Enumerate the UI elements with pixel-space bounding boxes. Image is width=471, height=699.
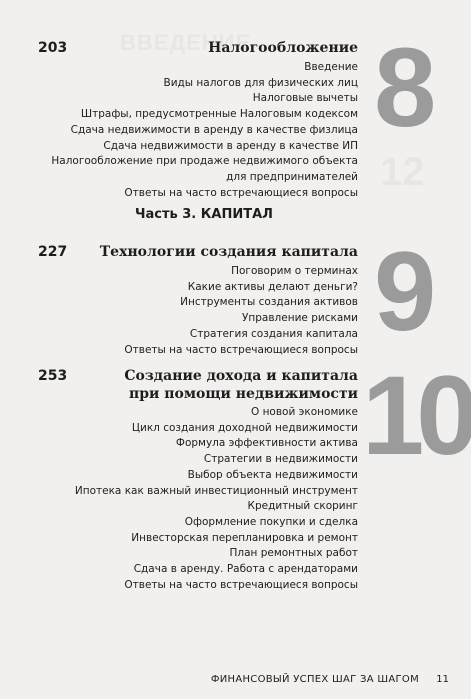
toc-item: Налоговые вычеты xyxy=(252,92,358,105)
toc-item: Ответы на часто встречающиеся вопросы xyxy=(124,343,358,356)
page-number: 203 xyxy=(38,40,68,56)
toc-item: Инвесторская перепланировка и ремонт xyxy=(131,531,358,544)
chapter-number-10: 10 xyxy=(362,353,471,478)
toc-item: Введение xyxy=(304,61,358,73)
show-through-number: 12 xyxy=(380,150,425,194)
chapter-title xyxy=(124,367,358,403)
toc-item: Стратегии в недвижимости xyxy=(203,453,358,466)
toc-item: Сдача недвижимости в аренду в качестве физлица xyxy=(70,123,358,136)
chapter-title-line: Создание дохода и капитала xyxy=(124,368,358,384)
chapter-title: Технологии создания капитала xyxy=(99,244,358,260)
toc-item: Ипотека как важный инвестиционный инструмент xyxy=(74,484,358,497)
toc-item: Сдача в аренду. Работа с арендаторами xyxy=(133,563,358,576)
page-footer xyxy=(0,672,471,692)
toc-item: для предпринимателей xyxy=(226,170,358,183)
toc-items xyxy=(75,405,358,593)
toc-item: Оформление покупки и сделка xyxy=(184,515,358,528)
toc-item: Ответы на часто встречающиеся вопросы xyxy=(124,186,358,199)
toc-item: Ответы на часто встречающиеся вопросы xyxy=(124,578,358,591)
toc-item: Поговорим о терминах xyxy=(231,265,358,277)
toc-item: Управление рисками xyxy=(242,312,358,325)
page-number: 227 xyxy=(38,244,68,260)
page-number: 253 xyxy=(38,368,68,384)
toc-items xyxy=(124,264,358,358)
toc-item: Налогообложение при продаже недвижимого объекта xyxy=(51,155,358,168)
toc-item: Штрафы, предусмотренные Налоговым кодексом xyxy=(80,108,358,121)
toc-item: Формула эффективности актива xyxy=(175,437,358,450)
toc-item: Цикл создания доходной недвижимости xyxy=(131,421,358,434)
toc-item: Инструменты создания активов xyxy=(180,296,358,309)
chapter-number-9: 9 xyxy=(374,229,433,354)
toc-item: Какие активы делают деньги? xyxy=(187,280,358,293)
toc-item: Кредитный скоринг xyxy=(247,500,358,513)
toc-item: Виды налогов для физических лиц xyxy=(163,76,358,89)
toc-item: О новой экономике xyxy=(250,406,358,418)
toc-item: План ремонтных работ xyxy=(229,547,358,560)
toc-item: Стратегия создания капитала xyxy=(189,327,358,340)
chapter-title: Налогообложение xyxy=(208,40,358,56)
toc-items xyxy=(51,60,358,201)
toc-item: Сдача недвижимости в аренду в качестве ИП xyxy=(103,139,358,152)
chapter-title-line: при помощи недвижимости xyxy=(129,386,358,402)
toc-item: Выбор объекта недвижимости xyxy=(187,468,358,481)
show-through-text: ВВЕДЕНИЕ xyxy=(120,30,252,55)
chapter-number-8: 8 xyxy=(374,25,433,150)
part-heading: Часть 3. КАПИТАЛ xyxy=(135,207,273,222)
book-title: ФИНАНСОВЫЙ УСПЕХ ШАГ ЗА ШАГОМ xyxy=(210,674,419,685)
footer-page-number: 11 xyxy=(436,674,449,685)
